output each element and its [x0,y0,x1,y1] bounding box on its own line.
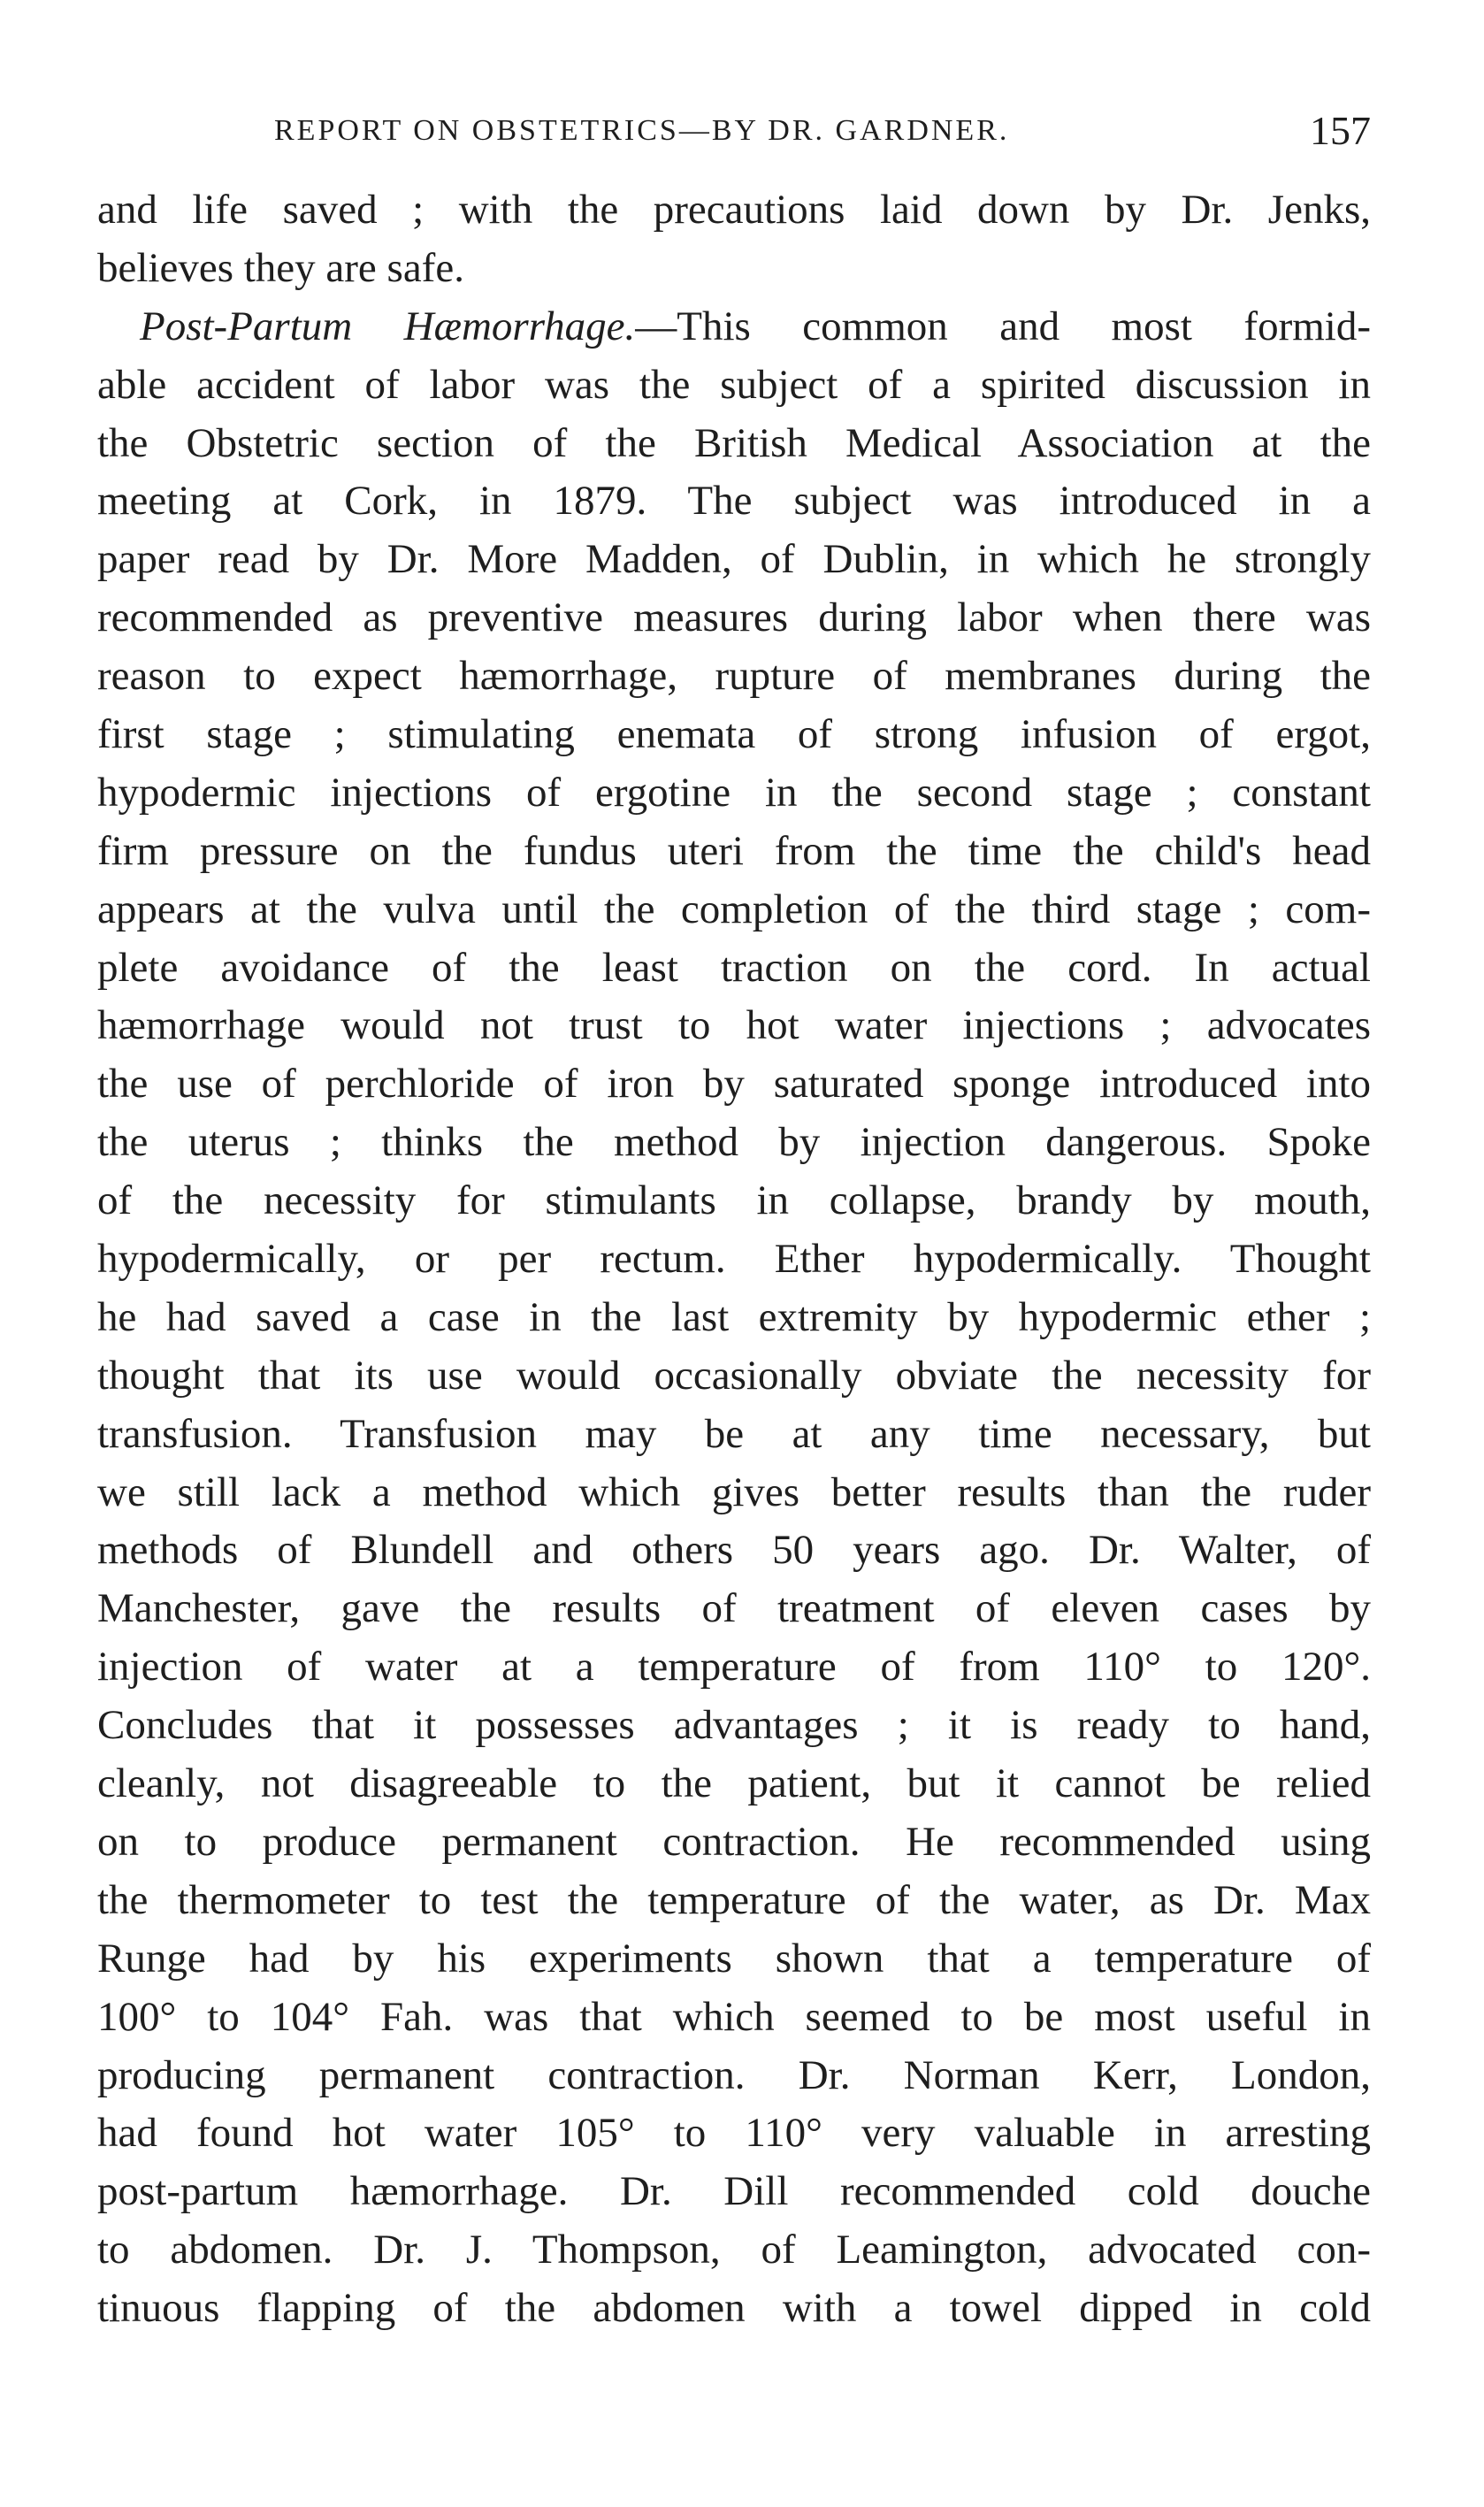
text-line: recommended as preventive measures during labor when there was [97,594,1371,641]
text-line: hypodermic injections of ergotine in the second stage ; constant [97,769,1371,816]
text-line: hæmorrhage would not trust to hot water injections ; advocates [97,1002,1371,1049]
body-text [97,181,1371,2338]
text-line: Runge had by his experiments shown that a temperature of [97,1935,1371,1982]
text-line: transfusion. Transfusion may be at any time necessary, but [97,1410,1371,1457]
running-title: REPORT ON OBSTETRICS—BY DR. GARDNER. [274,114,1010,147]
text-line: hypodermically, or per rectum. Ether hypodermically. Thought [97,1236,1371,1283]
text-line: believes they are safe. [97,244,464,291]
text-line: we still lack a method which gives better results than the ruder [97,1468,1371,1515]
text-line: to abdomen. Dr. J. Thompson, of Leamington, advocated con- [97,2227,1371,2273]
text-line: tinuous flapping of the abdomen with a towel dipped in cold [97,2285,1371,2332]
text-line: injection of water at a temperature of from 110° to 120°. [97,1644,1371,1690]
text-line: plete avoidance of the least traction on the cord. In actual [97,944,1371,991]
text-line: reason to expect hæmorrhage, rupture of membranes during the [97,653,1371,700]
text-line: on to produce permanent contraction. He recommended using [97,1818,1371,1865]
text-line: had found hot water 105° to 110° very valuable in arresting [97,2110,1371,2157]
section-heading: Post-Partum Hæmorrhage. [140,303,636,349]
text-line: 100° to 104° Fah. was that which seemed to be most useful in [97,1993,1371,2040]
text-line: the thermometer to test the temperature of the water, as Dr. Max [97,1876,1371,1923]
running-head [97,104,1371,157]
text-line: appears at the vulva until the completion of the third stage ; com- [97,886,1371,932]
text-line: producing permanent contraction. Dr. Norman Kerr, London, [97,2051,1371,2098]
text-line-with-heading [97,298,1371,356]
text-line: and life saved ; with the precautions laid down by Dr. Jenks, [97,187,1371,233]
text-line: the uterus ; thinks the method by injection dangerous. Spoke [97,1119,1371,1166]
text-line: thought that its use would occasionally obviate the necessity for [97,1352,1371,1399]
text-line: meeting at Cork, in 1879. The subject was introduced in a [97,478,1371,525]
text-line: first stage ; stimulating enemata of strong infusion of ergot, [97,711,1371,758]
text-line: methods of Blundell and others 50 years ago. Dr. Walter, of [97,1527,1371,1574]
text-line: cleanly, not disagreeable to the patient, but it cannot be relied [97,1760,1371,1807]
page-number: 157 [1310,108,1371,153]
text-line-rest: —This common and most formid- [635,303,1372,349]
text-line: post-partum hæmorrhage. Dr. Dill recommended cold douche [97,2168,1371,2215]
text-line: the use of perchloride of iron by saturated sponge introduced into [97,1061,1371,1108]
text-line: Manchester, gave the results of treatment of eleven cases by [97,1585,1371,1632]
text-line: firm pressure on the fundus uteri from the time the child's head [97,827,1371,874]
text-line: the Obstetric section of the British Medical Association at the [97,419,1371,466]
text-line: able accident of labor was the subject of a spirited discussion in [97,361,1371,408]
text-line: Concludes that it possesses advantages ; it is ready to hand, [97,1702,1371,1749]
text-line: he had saved a case in the last extremity by hypodermic ether ; [97,1293,1371,1340]
text-line: paper read by Dr. More Madden, of Dublin, in which he strongly [97,536,1371,583]
text-line: of the necessity for stimulants in collapse, brandy by mouth, [97,1177,1371,1224]
